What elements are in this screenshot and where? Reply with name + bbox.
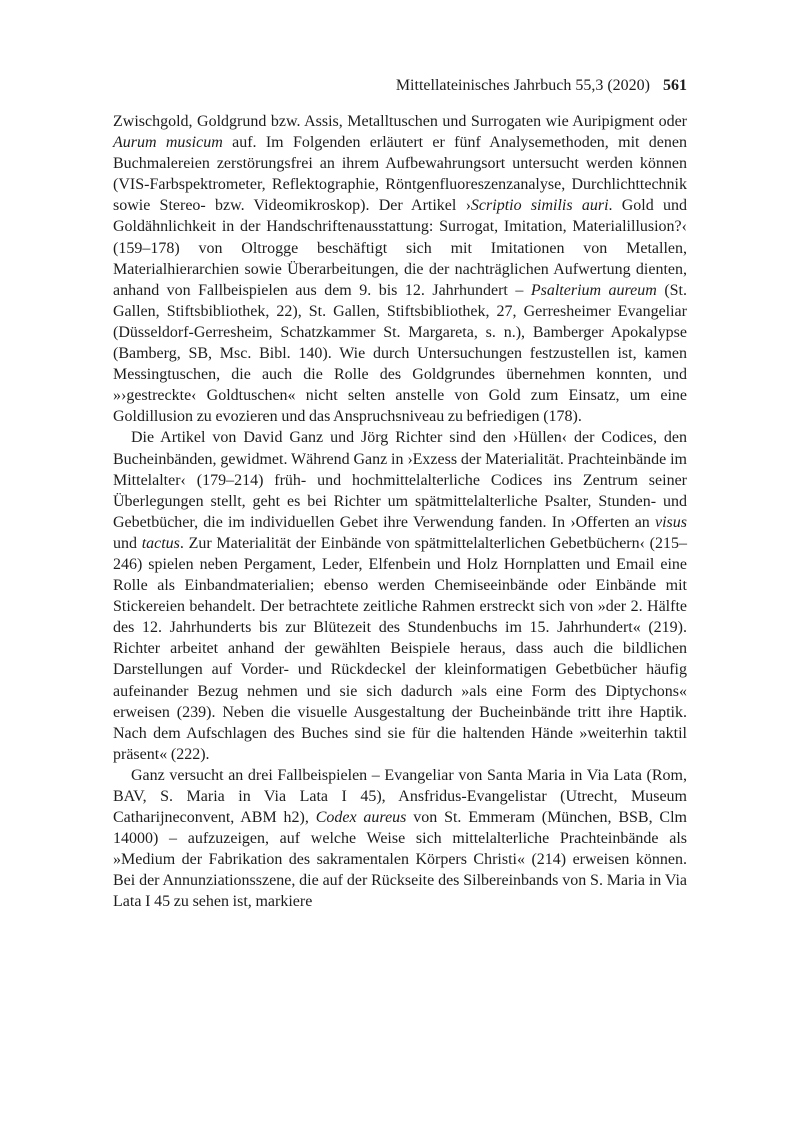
- italic-run: Codex aureus: [315, 809, 407, 827]
- page-number: 561: [663, 77, 687, 94]
- text-run: von St. Emmeram (München, BSB, Clm 14000) – aufzuzeigen, auf welche Weise sich mittelalterliche Prachteinbände als »Medium der Fabrikation des sakramentalen Körpers Christi« (214) erweisen können. Bei der Annunziationsszene, die auf der Rückseite des Silbereinbands von S. Maria in Via Lata I 45 zu sehen ist, markiere: [113, 809, 687, 911]
- text-run: und: [113, 534, 142, 552]
- text-run: . Gold und Goldähnlichkeit in der Handschriftenausstattung: Surrogat, Imitation, Materialillusion?‹ (159–178) von Oltrogge beschäftigt sich mit Imitationen von Metallen, Materialhierarchien sowie Überarbeitungen, die der nachträglichen Aufwertung dienten, anhand von Fallbeispielen aus dem 9. bis 12. Jahrhundert –: [113, 197, 687, 299]
- italic-run: tactus: [141, 534, 180, 552]
- running-head: [113, 76, 687, 96]
- italic-run: Aurum musicum: [113, 134, 223, 152]
- text-run: . Zur Materialität der Einbände von spätmittelalterlichen Gebetbüchern‹ (215–246) spielen neben Pergament, Leder, Elfenbein und Holz Hornplatten und Email eine Rolle als Einbandmaterialien; ebenso werden Chemiseeinbände oder Einbände mit Stickereien behandelt. Der betrachtete zeitliche Rahmen erstreckt sich von »der 2. Hälfte des 12. Jahrhunderts bis zur Blütezeit des Stundenbuchs im 15. Jahrhundert« (219). Richter arbeitet anhand der gewählten Beispiele heraus, dass auch die bildlichen Darstellungen auf Vorder- und Rückdeckel der kleinformatigen Gebetbücher häufig aufeinander Bezug nehmen und sie sich dadurch »als eine Form des Diptychons« erweisen (239). Neben die visuelle Ausgestaltung der Bucheinbände tritt ihre Haptik. Nach dem Aufschlagen des Buches sind sie für die haltenden Hände »weiterhin taktil präsent« (222).: [113, 534, 687, 763]
- page-body: [113, 111, 687, 913]
- paragraph: [113, 111, 687, 427]
- paragraph: [113, 765, 687, 913]
- text-run: Zwischgold, Goldgrund bzw. Assis, Metalltuschen und Surrogaten wie Auripigment oder: [113, 113, 687, 130]
- text-run: auf. Im Folgenden erläutert er fünf Analysemethoden, mit denen Buchmalereien zerstörungsfrei an ihrem Aufbewahrungsort untersucht werden können (VIS-Farbspektrometer, Reflektographie, Röntgenfluoreszenzanalyse, Durchlichttechnik sowie Stereo- bzw. Videomikroskop). Der Artikel ›: [113, 134, 687, 215]
- italic-run: Scriptio similis auri: [470, 197, 609, 215]
- italic-run: visus: [655, 513, 687, 531]
- journal-title: Mittellateinisches Jahrbuch 55,3 (2020): [395, 77, 650, 94]
- text-run: (St. Gallen, Stiftsbibliothek, 22), St. Gallen, Stiftsbibliothek, 27, Gerresheimer Evangeliar (Düsseldorf-Gerresheim, Schatzkammer St. Margareta, s. n.), Bamberger Apokalypse (Bamberg, SB, Msc. Bibl. 140). Wie durch Untersuchungen festzustellen ist, kamen Messingtuschen, die auch die Rolle des Goldgrundes übernehmen konnten, und »›gestreckte‹ Goldtuschen« nicht selten anstelle von Gold zum Einsatz, um eine Goldillusion zu evozieren und das Anspruchsniveau zu befriedigen (178).: [113, 281, 687, 426]
- text-run: Ganz versucht an drei Fallbeispielen – Evangeliar von Santa Maria in Via Lata (Rom, BAV, S. Maria in Via Lata I 45), Ansfridus-Evangelistar (Utrecht, Museum Catharijneconvent, ABM h2),: [113, 766, 687, 827]
- paragraph: [113, 427, 687, 765]
- text-run: Die Artikel von David Ganz und Jörg Richter sind den ›Hüllen‹ der Codices, den Bucheinbänden, gewidmet. Während Ganz in ›Exzess der Materialität. Prachteinbände im Mittelalter‹ (179–214) früh- und hochmittelalterliche Codices ins Zentrum seiner Überlegungen stellt, geht es bei Richter um spätmittelalterliche Psalter, Stunden- und Gebetbücher, die im individuellen Gebet ihre Verwendung fanden. In ›Offerten an: [113, 429, 687, 531]
- italic-run: Psalterium aureum: [530, 281, 657, 299]
